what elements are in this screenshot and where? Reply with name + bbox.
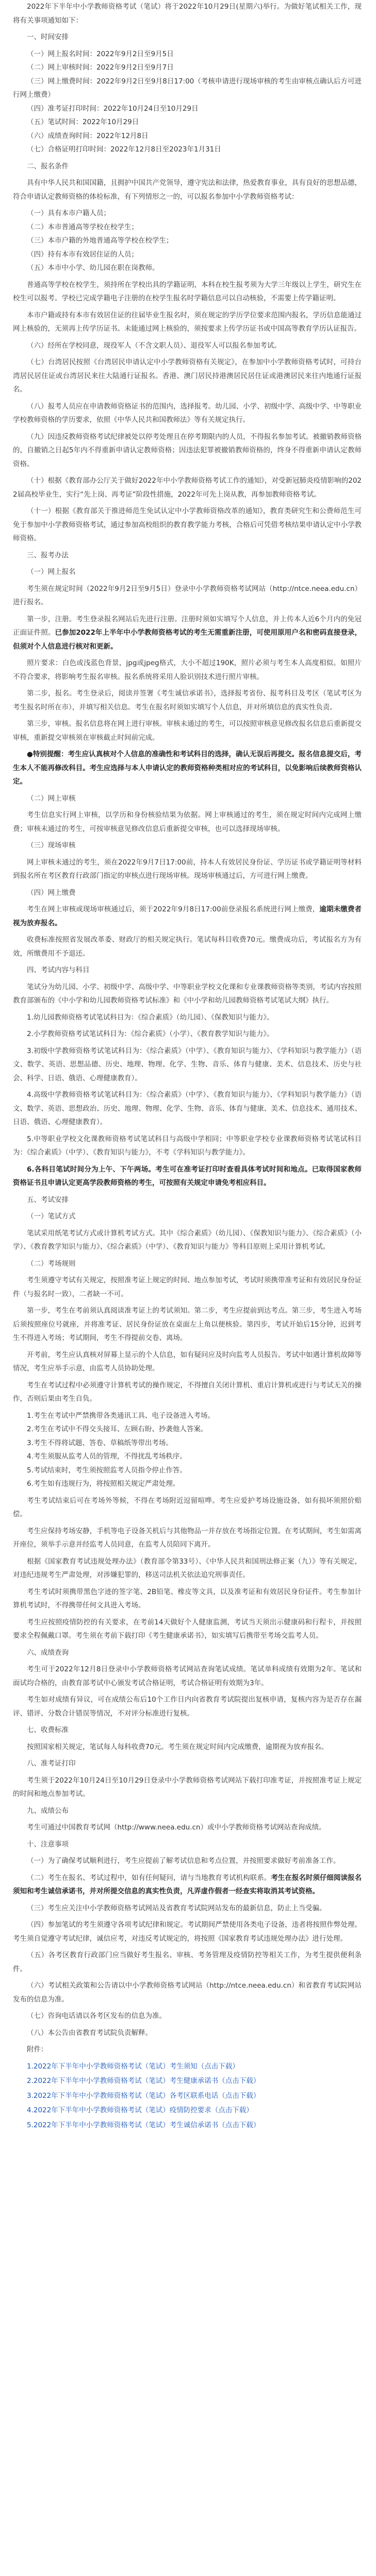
section-3-title: 三、报考办法: [27, 551, 69, 560]
paragraph: （四）参加笔试的考生须遵守各项考试纪律和规定。考试期间严禁使用各类电子设备，违者将按照作弊处理。考生须自觉遵守考试纪律，诚信应考，对违反考试规定的，将按照《国家教育考试违规处理办法》进行处理。: [13, 1921, 362, 1943]
subsection-title: （三）现场审核: [27, 841, 76, 850]
list-item: （三）网上缴费时间：2022年9月2日至9月8日17:00（考核申请进行现场审核的考生由审核点确认后方可进行网上缴费）: [13, 77, 362, 99]
paragraph: 具有中华人民共和国国籍，且拥护中国共产党领导，遵守宪法和法律，热爱教育事业，具有良好的思想品德，符合申请认定教师资格的体检标准，有下列情形之一的，可以报名参加中小学教师资格考试：: [13, 179, 362, 201]
paragraph: [13, 903, 362, 930]
paragraph: 考生须在规定时间（2022年9月2日至9月5日）登录中小学教师资格考试网站（http://ntce.neea.edu.cn）进行报名。: [13, 584, 362, 606]
attachment-links: [13, 2060, 362, 2132]
attachment-link[interactable]: 2.2022年下半年中小学教师资格考试（笔试）考生健康承诺书（点击下载）: [27, 2077, 260, 2085]
bold-notice: 6.各科目笔试时间分为上午、下午两场。考生可在准考证打印时查看具体考试时间和地点。已取得国家教师资格证书且申请认定更高学段教师资格的考生，可按照有关规定申请免考相应科目。: [13, 1165, 362, 1187]
paragraph: （六）考试相关政策和公告请以中小学教师资格考试网站（http://ntce.neea.edu.cn）和省教育考试院网站发布的信息为准。: [13, 1981, 362, 2004]
bold-notice: 考生在报名时须仔细阅读报名须知和考生诚信承诺书，并对所提交信息的真实性负责，凡弄虚作假者一经查实将取消其考试资格。: [13, 1873, 362, 1895]
subsection-title: （二）网上审核: [27, 794, 76, 803]
section-7-title: 七、收费标准: [27, 1726, 69, 1734]
paragraph: [13, 1871, 362, 1899]
list-item: 6.考生如有违规行为，将按照相关规定严肃处理。: [27, 1480, 180, 1488]
paragraph: （三）考生应关注中小学教师资格考试网站及省教育考试院网站发布的最新信息，防止上当受骗。: [27, 1904, 326, 1912]
bold-notice: 已参加2022年上半年中小学教师资格考试的考生无需重新注册，可使用原用户名和密码直接登录，但须对个人信息进行核对和更新。: [13, 629, 362, 651]
paragraph: 网上审核未通过的考生，须在2022年9月7日17:00前，持本人有效居民身份证、学历证书或学籍证明等材料到报名所在考区教育行政部门指定的审核点进行现场审核。现场审核通过后，方可进行网上缴费。: [13, 858, 362, 880]
attachments-title: 附件：: [27, 2045, 48, 2054]
paragraph: 考生信息实行网上审核，以学历和身份核验结果为依据。网上审核通过的考生，须在规定时间内完成网上缴费；审核未通过的考生，可按审核意见修改信息后重新提交审核，也可以选择现场审核。: [13, 811, 362, 833]
paragraph: 根据《国家教育考试违规处理办法》（教育部令第33号）、《中华人民共和国刑法修正案（九）》等有关规定，对违纪违规考生严肃处理，对涉嫌犯罪的，移送司法机关依法追究刑事责任。: [13, 1557, 362, 1579]
exam-rules-list: [13, 1409, 362, 1491]
list-item: （一）具有本市户籍人员；: [27, 209, 110, 217]
paragraph: （十）根据《教育部办公厅关于做好2022年中小学教师资格考试工作的通知》，对受新冠肺炎疫情影响的2022届高校毕业生，实行“先上岗、再考证”阶段性措施，2022年可先上岗从教，再参加教师资格考试。: [13, 477, 362, 499]
list-item: （六）成绩查询时间：2022年12月8日: [27, 131, 149, 140]
list-item: 4.高级中学教师资格考试笔试科目为：《综合素质》（中学）、《教育知识与能力》、《学科知识与教学能力》（语文、数学、英语、思想政治、历史、地理、物理、化学、生物、音乐、体育与健康、美术、信息技术、通用技术、日语、俄语、心理健康教育）。: [13, 1091, 362, 1126]
special-reminder: ●特别提醒：考生应认真核对个人信息的准确性和考试科目的选择，确认无误后再提交。报名信息提交后，考生本人不能再修改科目。考生应选择与本人申请认定的教师资格种类相对应的考试科目，以免影响后续教师资格认定。: [13, 750, 362, 786]
paragraph: 考生可通过中国教育考试网（http://www.neea.edu.cn）或中小学教师资格考试网站查询成绩。: [27, 1823, 326, 1832]
list-item: （七）合格证明打印时间：2022年12月8日至2023年1月31日: [27, 145, 221, 154]
list-item: （五）本市中小学、幼儿园在职在岗教师。: [27, 264, 159, 272]
bold-notice: 逾期未缴费者视为放弃报名。: [13, 905, 362, 927]
paragraph: 考生须遵守考试有关规定，按照准考证上规定的时间、地点参加考试，考试时须携带准考证和有效居民身份证件（与报名时一致），二者缺一不可。: [13, 1276, 362, 1298]
intro-paragraph: 2022年下半年中小学教师资格考试（笔试）将于2022年10月29日(星期六)举行。为做好笔试相关工作，现将有关事项通知如下：: [13, 3, 362, 25]
paragraph: 笔试采用纸笔考试方式或计算机考试方式。其中《综合素质》（幼儿园）、《保教知识与能力》、《综合素质》（小学）、《教育教学知识与能力》、《综合素质》（中学）、《教育知识与能力》等科目原则上采用计算机考试。: [13, 1229, 362, 1251]
attachment-link[interactable]: 4.2022年下半年中小学教师资格考试（笔试）疫情防控要求（点击下载）: [27, 2106, 253, 2114]
subject-list: [13, 1011, 362, 1160]
list-item: （二）本市普通高等学校在校学生；: [27, 223, 138, 231]
list-item: （四）持有本市有效居住证的人员；: [27, 250, 138, 259]
time-schedule-list: [13, 47, 362, 157]
paragraph: 普通高等学校在校学生，须持所在学校出具的学籍证明，本科在校生报考须为大学三年级以上学生，研究生在校生可以报考。学校已完成学籍电子注册的在校学生报名时学籍信息可以自动核验，不需要上传学籍证明。: [13, 280, 362, 302]
paragraph: 本市户籍或持有本市有效居住证的往届毕业生报名时，须在规定的学历学位要求范围内报名，学历信息能通过网上核验的，无须再上传学历证书。未能通过网上核验的，须按要求上传学历证书或中国高等教育学历认证报告。: [13, 311, 362, 333]
attachment-link[interactable]: 3.2022年下半年中小学教师资格考试（笔试）各考区联系电话（点击下载）: [27, 2091, 260, 2100]
paragraph: （五）各考区教育行政部门应当做好考生报名、审核、考务管理及疫情防控等相关工作，为考生提供便利条件。: [13, 1951, 362, 1973]
attachment-link[interactable]: 1.2022年下半年中小学教师资格考试（笔试）考生须知（点击下载）: [27, 2062, 239, 2071]
section-8-title: 八、准考证打印: [27, 1759, 76, 1768]
paragraph: 开考前，考生应认真核对屏幕上显示的个人信息，如有疑问应及时向监考人员报告。考试中如遇计算机故障等情况，考生应举手示意，由监考人员协助处理。: [13, 1350, 362, 1372]
paragraph: 笔试分为幼儿园、小学、初级中学、高级中学、中等职业学校文化课和专业课教师资格等类别，考试内容按照教育部颁布的《中小学和幼儿园教师资格考试标准》和《中小学和幼儿园教师资格考试笔试大纲》执行。: [13, 982, 362, 1005]
paragraph-text: 考生在网上审核或现场审核通过后，须于2022年9月8日17:00前登录报名系统进行网上缴费，: [27, 905, 320, 913]
paragraph: 第二步，报名。考生登录后，阅读并签署《考生诚信承诺书》，选择报考省份、报考科目及考区（笔试考区为考生报名时所在市），并填写相关信息。考生在报名时须如实填写个人信息，并对所填信息的真实性负责。: [13, 689, 362, 711]
list-item: （二）网上审核时间：2022年9月2日至9月7日: [27, 63, 174, 72]
paragraph: （七）咨询电话请以各考区发布的信息为准。: [27, 2012, 166, 2020]
paragraph-text: （二）考生在报名、考试过程中，如有任何疑问，请与当地教育考试机构联系。: [27, 1873, 271, 1882]
list-item: 1.幼儿园教师资格考试笔试科目为：《综合素质》（幼儿园）、《保教知识与能力》。: [27, 1013, 274, 1022]
paragraph: 第三步，审核。报名信息将在网上进行审核。审核未通过的考生，可以按照审核意见修改报名信息后重新提交审核，重新提交审核须在审核截止时间前完成。: [13, 720, 362, 742]
section-9-title: 九、成绩公布: [27, 1806, 69, 1815]
section-10-title: 十、注意事项: [27, 1840, 69, 1849]
list-item: 2.考生在考试中不得交头接耳、左顾右盼、抄袭他人答案。: [27, 1425, 208, 1433]
list-item: （三）本市户籍的外地普通高等学校在校学生；: [27, 236, 173, 245]
list-item: （四）准考证打印时间：2022年10月24日至10月29日: [27, 104, 199, 113]
paragraph: （一）为了确保考试顺利进行，考生应提前了解考试信息和考点位置，并按照要求做好考前准备工作。: [27, 1857, 340, 1865]
section-5-title: 五、考试安排: [27, 1195, 69, 1204]
list-item: （五）笔试时间：2022年10月29日: [27, 118, 139, 126]
paragraph: 考生如对成绩有异议，可在成绩公布后10个工作日内向省教育考试院提出复核申请，复核内容为是否存在漏评、错评、分数合计错误等情况，不对评分标准进行复核。: [13, 1696, 362, 1718]
eligibility-list: [13, 207, 362, 275]
section-4-title: 四、考试内容与科目: [27, 966, 90, 974]
section-1-title: 一、时间安排: [27, 33, 69, 41]
paragraph: （六）经所在学校同意，现役军人（不含文职人员）、退役军人可以报名参加考试。: [27, 341, 281, 350]
paragraph: 考生应保持考场安静，手机等电子设备关机后与其他物品一并存放在考场指定位置。在考试期间，考生如需离开座位，须举手示意并经监考人员同意，在监考人员陪同下离开。: [13, 1527, 362, 1549]
paragraph: （九）因违反教师资格考试纪律被处以停考处理且在停考期限内的人员，不得报名参加考试。被撤销教师资格的，自撤销之日起5年内不得重新申请认定教师资格；因违法犯罪被撤销教师资格的，终身不得重新申请认定教师资格。: [13, 432, 362, 468]
paragraph-text: 第一步，注册。考生登录报名网站后先进行注册。注册时须如实填写个人信息，并上传本人近6个月内的免冠正面证件照。: [13, 615, 362, 637]
paragraph: 考生考试结束后可在考场外等候，不得在考场附近逗留喧哗。考生应爱护考场设施设备，如有损坏须照价赔偿。: [13, 1496, 362, 1518]
paragraph: （八）本公告由省教育考试院负责解释。: [27, 2028, 152, 2037]
subsection-title: （四）网上缴费: [27, 888, 76, 897]
paragraph: 第一步，考生在考前须认真阅读准考证上的考试须知。第二步，考生应提前到达考点。第三步，考生进入考场后须按照座位号就座，并将准考证、居民身份证放在桌面左上角以便核验。第四步，考试开始后15分钟，迟到考生不得进入考场；考试期间，考生不得提前交卷、离场。: [13, 1307, 362, 1342]
paragraph: [13, 613, 362, 654]
list-item: 5.考试结束时，考生须按照监考人员指令停止作答。: [27, 1466, 187, 1475]
paragraph: 照片要求：白色或浅蓝色背景，jpg或jpeg格式，大小不超过190K，照片必须与考生本人高度相似。如照片不符合要求，将影响考生报名审核。报名系统将采用人脸识别技术进行照片审核。: [13, 659, 362, 681]
list-item: 4.考生须服从监考人员的管理，不得扰乱考场秩序。: [27, 1452, 187, 1461]
paragraph: 考生考试时须携带黑色字迹的签字笔、2B铅笔、橡皮等文具，以及准考证和有效居民身份证件。考生参加计算机考试时，不得携带任何文具进入考场。: [13, 1587, 362, 1609]
paragraph: 按照国家相关规定，笔试每人每科收费70元。考生须在规定时间内完成缴费，逾期视为放弃报名。: [27, 1742, 329, 1751]
list-item: 1.考生在考试中严禁携带各类通讯工具、电子设备进入考场。: [27, 1411, 215, 1420]
article-body: [13, 0, 362, 2133]
list-item: 5.中等职业学校文化课教师资格考试笔试科目与高级中学相同；中等职业学校专业课教师资格考试笔试科目为：《综合素质》（中学）、《教育知识与能力》，不考《学科知识与教学能力》。: [13, 1134, 362, 1157]
list-item: （一）网上报名时间：2022年9月2日至9月5日: [27, 49, 174, 58]
paragraph: （七）台湾居民按照《台湾居民申请认定中小学教师资格有关规定》，在参加中小学教师资格考试时，可持台湾居民居住证或台湾居民来往大陆通行证报名。香港、澳门居民持港澳居民居住证或港澳居民来往内地通行证报名。: [13, 358, 362, 394]
subsection-title: （二）考场规则: [27, 1259, 76, 1268]
list-item: 3.初级中学教师资格考试笔试科目为：《综合素质》（中学）、《教育知识与能力》、《学科知识与教学能力》（语文、数学、英语、思想品德、历史、地理、物理、化学、生物、音乐、体育与健康、美术、信息技术、历史与社会、科学、日语、俄语、心理健康教育）。: [13, 1046, 362, 1082]
paragraph: 考生在考试过程中必须遵守计算机考试的操作规定，不得擅自关闭计算机、重启计算机或进行与考试无关的操作，否则后果由考生自负。: [13, 1381, 362, 1403]
paragraph: （十一）根据《教育部关于推进师范生免试认定中小学教师资格改革的通知》，教育类研究生和公费师范生可免于参加中小学教师资格考试，通过参加高校组织的教育教学能力考核，合格后可凭借考核结果申请认定中小学教师资格。: [13, 507, 362, 543]
paragraph: 收费标准按照省发展改革委、财政厅的相关规定执行。笔试每科目收费70元。缴费成功后，考试报名方为有效，所缴费用不予退还。: [13, 936, 362, 958]
list-item: 3.考生不得将试题、答卷、草稿纸等带出考场。: [27, 1438, 173, 1447]
section-6-title: 六、成绩查询: [27, 1648, 69, 1657]
paragraph: （八）报考人员应在申请教师资格证书的范围内，选择报考。幼儿园、小学、初级中学、高级中学、中等职业学校教师资格的学历要求，依照《中华人民共和国教师法》等有关规定执行。: [13, 402, 362, 424]
paragraph: 考生可于2022年12月8日登录中小学教师资格考试网站查询笔试成绩。笔试单科成绩有效期为2年。笔试和面试均合格的，由教育部考试中心颁发考试合格证明，考试合格证明有效期为3年。: [13, 1665, 362, 1687]
section-2-title: 二、报名条件: [27, 162, 69, 171]
list-item: 2.小学教师资格考试笔试科目为：《综合素质》（小学）、《教育教学知识与能力》。: [27, 1030, 274, 1038]
paragraph: 考生须于2022年10月24日至10月29日登录中小学教师资格考试网站下载打印准考证，并按照准考证上规定的时间和地点参加考试。: [13, 1776, 362, 1798]
attachment-link[interactable]: 5.2022年下半年中小学教师资格考试（笔试）考生诚信承诺书（点击下载）: [27, 2121, 260, 2129]
paragraph: 考生应按照疫情防控的有关要求，在考前14天做好个人健康监测，考试当天须出示健康码和行程卡，并按照要求全程佩戴口罩。考生须在考前下载打印《考生健康承诺书》，如实填写后携带至考场交监考人员。: [13, 1618, 362, 1640]
subsection-title: （一）网上报名: [27, 568, 76, 576]
subsection-title: （一）笔试方式: [27, 1212, 76, 1221]
